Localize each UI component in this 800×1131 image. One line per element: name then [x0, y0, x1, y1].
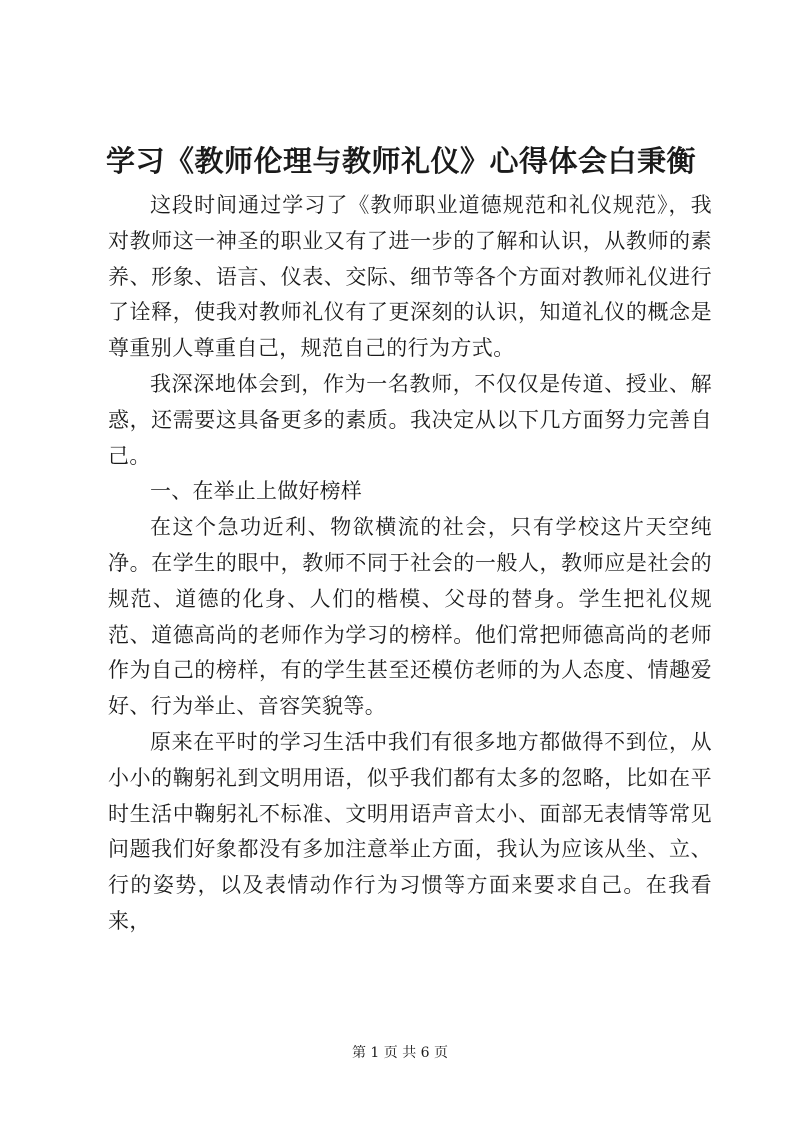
paragraph-behavior: 原来在平时的学习生活中我们有很多地方都做得不到位，从小小的鞠躬礼到文明用语，似乎我们都有太多的忽略，比如在平时生活中鞠躬礼不标准、文明用语声音太小、面部无表情等常见问题我们好象都没有多加注意举止方面，我认为应该从坐、立、行的姿势，以及表情动作行为习惯等方面来要求自己。在我看来，: [108, 729, 712, 933]
paragraph-reflection: 我深深地体会到，作为一名教师，不仅仅是传道、授业、解惑，还需要这具备更多的素质。我决定从以下几方面努力完善自己。: [108, 371, 712, 468]
document-title: 学习《教师伦理与教师礼仪》心得体会白秉衡: [106, 144, 697, 178]
paragraph-role-model: 在这个急功近利、物欲横流的社会，只有学校这片天空纯净。在学生的眼中，教师不同于社会的一般人，教师应是社会的规范、道德的化身、人们的楷模、父母的替身。学生把礼仪规范、道德高尚的老师作为学习的榜样。他们常把师德高尚的老师作为自己的榜样，有的学生甚至还模仿老师的为人态度、情趣爱好、行为举止、音容笑貌等。: [108, 515, 712, 719]
paragraph-intro: 这段时间通过学习了《教师职业道德规范和礼仪规范》，我对教师这一神圣的职业又有了进一步的了解和认识，从教师的素养、形象、语言、仪表、交际、细节等各个方面对教师礼仪进行了诠释，使我对教师礼仪有了更深刻的认识，知道礼仪的概念是尊重别人尊重自己，规范自己的行为方式。: [108, 193, 712, 361]
document-body: [108, 188, 712, 940]
page-number-footer: 第 1 页 共 6 页: [351, 1045, 449, 1061]
section-heading: 一、在举止上做好榜样: [150, 479, 362, 504]
